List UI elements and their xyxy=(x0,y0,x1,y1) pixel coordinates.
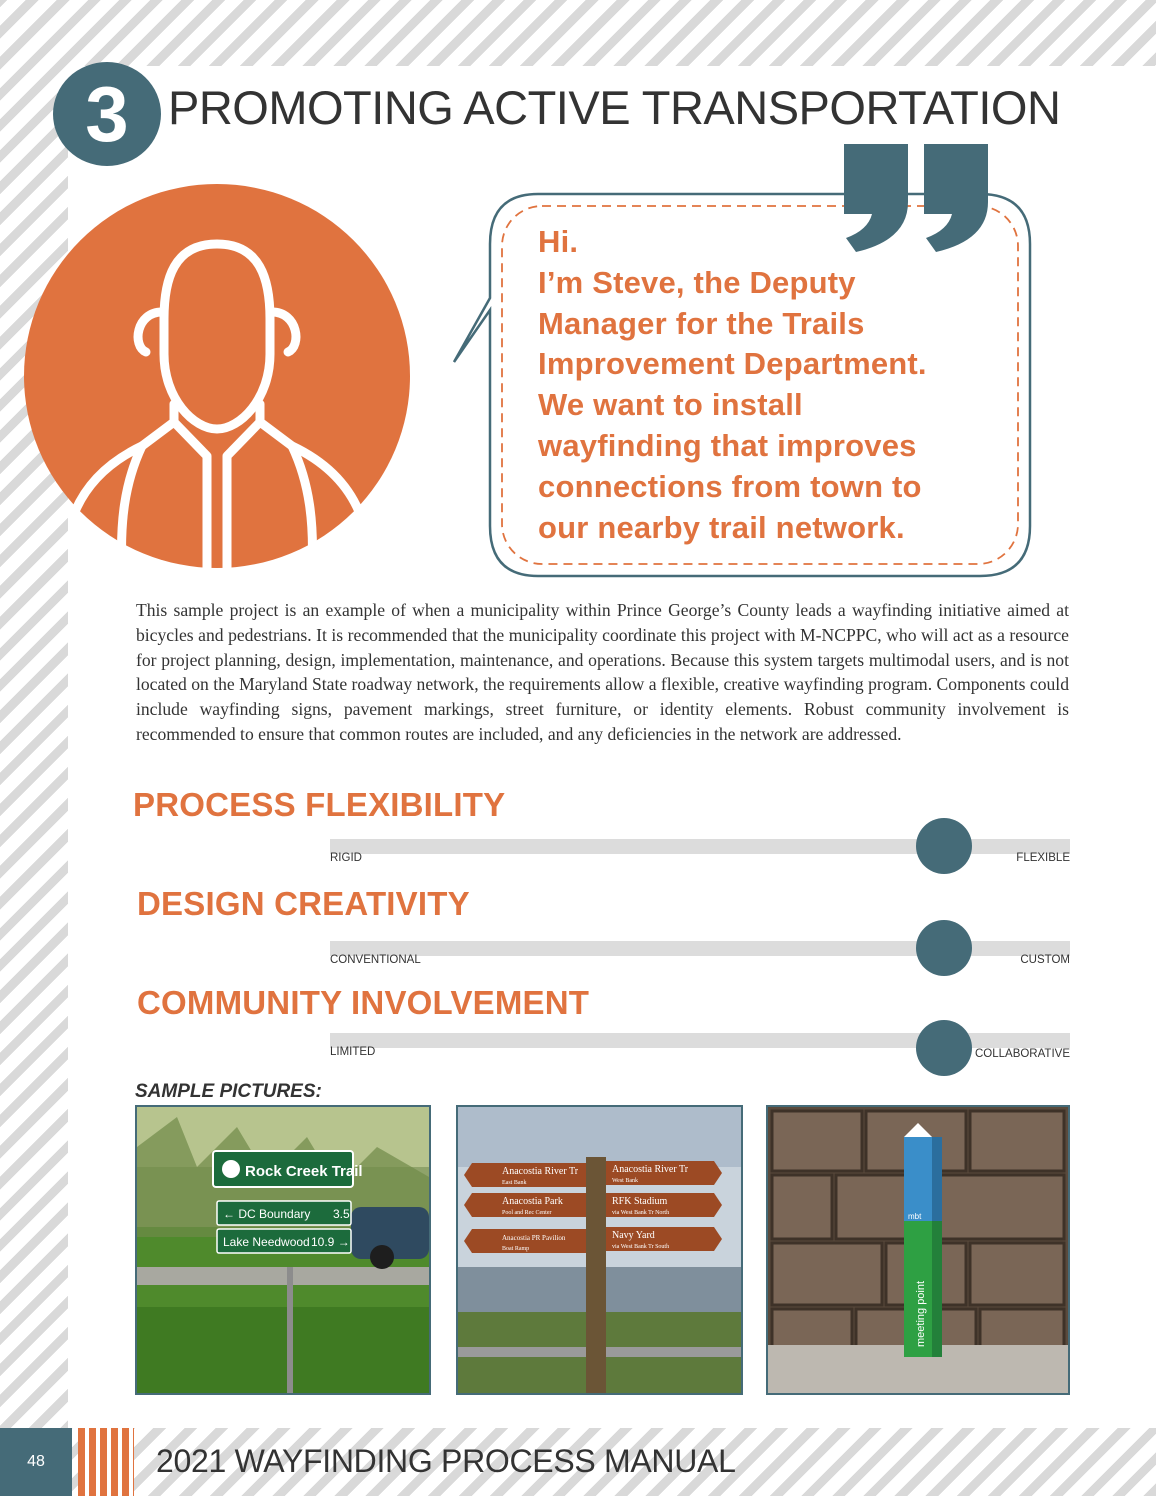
trail-sign-row2: Lake Needwood xyxy=(223,1235,310,1249)
bubble-line: our nearby trail network. xyxy=(538,509,905,545)
scale-title-process-flexibility: PROCESS FLEXIBILITY xyxy=(133,786,506,823)
scale-label-left: CONVENTIONAL xyxy=(330,954,421,966)
sample-photo-meeting-point-marker xyxy=(766,1105,1070,1395)
person-outline-icon xyxy=(24,184,410,568)
scale-knob xyxy=(916,920,972,976)
page-number: 48 xyxy=(0,1428,72,1496)
right-sign-2: RFK Stadium xyxy=(612,1196,668,1207)
bubble-line: Hi. xyxy=(538,224,579,259)
scale-title-community-involvement: COMMUNITY INVOLVEMENT xyxy=(137,984,590,1021)
scale-label-left: RIGID xyxy=(330,852,362,864)
speech-bubble-text xyxy=(538,222,978,548)
marker-label: meeting point xyxy=(915,1280,927,1347)
trail-sign-title: Rock Creek Trail xyxy=(245,1163,363,1180)
scale-label-right: COLLABORATIVE xyxy=(974,1048,1070,1060)
body-paragraph: This sample project is an example of when a municipality within Prince George’s County leads a wayfinding initiative aimed at bicycles and pedestrians. It is recommended that the municipality coordinate this project with M-NCPPC, who will act as a resource for project planning, design, implementation, maintenance, and operations. Because this system targets multimodal users, and is not located on the Maryland State roadway network, the requirements allow a flexible, creative wayfinding program. Components could include wayfinding signs, pavement markings, street furniture, or identity elements. Robust community involvement is recommended to ensure that common routes are included, and any deficiencies in the network are addressed. xyxy=(136,600,1069,744)
bubble-line: Manager for the Trails xyxy=(538,305,865,341)
scale-title-design-creativity: DESIGN CREATIVITY xyxy=(137,885,470,922)
bubble-line: I’m Steve, the Deputy xyxy=(538,264,856,300)
trail-sign-row2-distance: 10.9 → xyxy=(311,1235,350,1249)
scale-label-right: CUSTOM xyxy=(1020,954,1070,966)
sample-pictures-heading: SAMPLE PICTURES: xyxy=(135,1081,322,1102)
footer-title: 2021 WAYFINDING PROCESS MANUAL xyxy=(156,1443,736,1479)
bubble-line: Improvement Department. xyxy=(538,346,927,382)
bubble-line: We want to install xyxy=(538,387,803,423)
right-sub-3: via West Bank Tr South xyxy=(612,1244,670,1250)
trail-sign-row1-distance: 3.5 xyxy=(333,1207,350,1221)
left-sign-1: Anacostia River Tr xyxy=(502,1166,579,1177)
page-title: PROMOTING ACTIVE TRANSPORTATION xyxy=(168,81,1061,134)
scale-knob xyxy=(916,1020,972,1076)
left-sign-3: Anacostia PR Pavilion xyxy=(502,1234,566,1242)
left-sub-3: Boat Ramp xyxy=(502,1246,530,1252)
left-sub-2: Pool and Rec Center xyxy=(502,1210,552,1216)
scale-label-right: FLEXIBLE xyxy=(1016,852,1070,864)
section-number-badge: 3 xyxy=(53,62,161,166)
right-sub-1: West Bank xyxy=(612,1178,639,1184)
bubble-line: connections from town to xyxy=(538,468,922,504)
right-sign-3: Navy Yard xyxy=(612,1230,655,1241)
sample-photo-trail-sign xyxy=(135,1105,431,1395)
footer-stripes xyxy=(78,1428,134,1496)
scale-knob xyxy=(916,818,972,874)
marker-brand: mbt xyxy=(908,1212,922,1221)
trail-sign-row1: ← DC Boundary xyxy=(223,1207,311,1221)
sample-photo-river-signpost xyxy=(456,1105,743,1395)
bubble-line: wayfinding that improves xyxy=(538,427,917,463)
right-sign-1: Anacostia River Tr xyxy=(612,1164,689,1175)
left-sub-1: East Bank xyxy=(502,1180,527,1186)
scale-label-left: LIMITED xyxy=(330,1046,376,1058)
person-avatar xyxy=(24,184,410,568)
left-sign-2: Anacostia Park xyxy=(502,1196,563,1207)
right-sub-2: via West Bank Tr North xyxy=(612,1210,670,1216)
